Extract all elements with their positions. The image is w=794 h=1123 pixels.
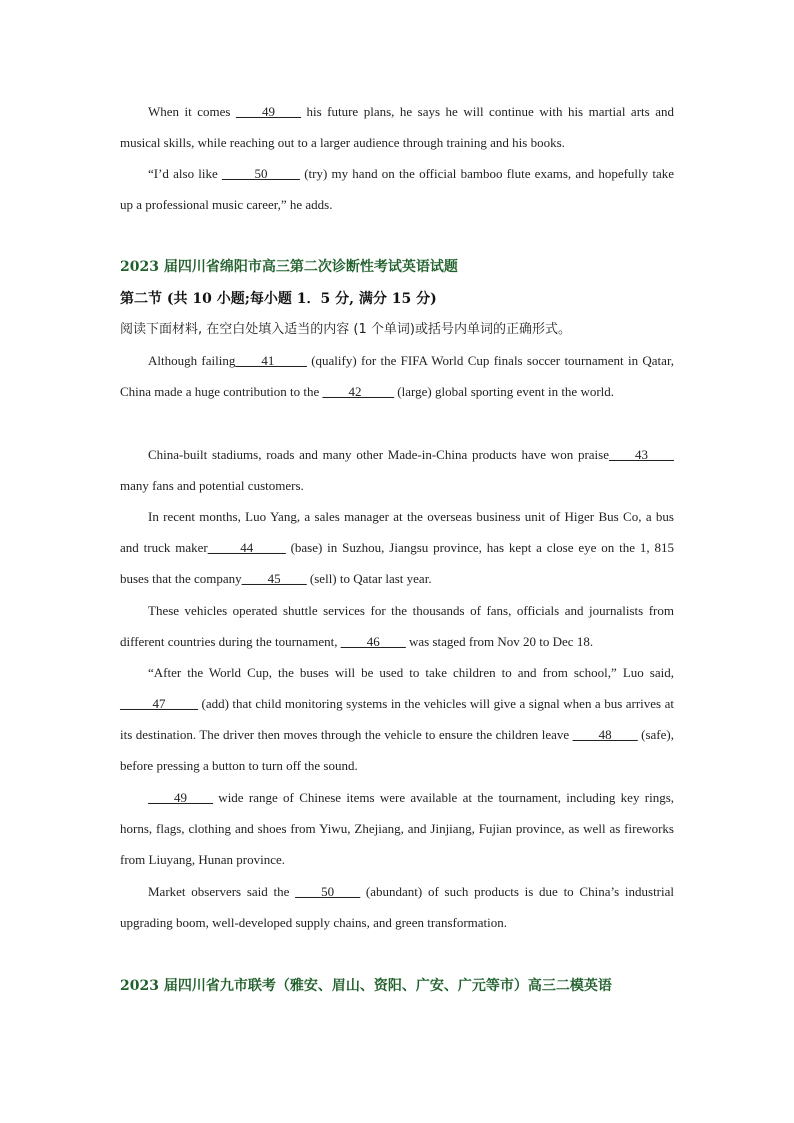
paragraph-text: (add) that child monitoring systems in the vehicles will give a signal when a bus arrives at its destination. The driver then moves through the vehicle to ensure the children leave (120, 696, 674, 742)
paragraph-text: wide range of Chinese items were available at the tournament, including key rings, horns, flags, clothing and shoes from Yiwu, Zhejiang, and Jinjiang, Fujian province, as well as fireworks from Liuyang, Hunan province. (120, 790, 674, 867)
answer-blank: _____44_____ (207, 540, 286, 555)
para-50 (120, 876, 674, 938)
passage-paragraph-49 (120, 96, 674, 158)
paragraph-text: “After the World Cup, the buses will be used to take children to and from school,” Luo said, (148, 665, 674, 680)
paragraph-text: many fans and potential customers. (120, 478, 304, 493)
para-41-42 (120, 345, 674, 407)
para-49 (120, 782, 674, 875)
section-subheading: 第二节 (共 10 小题;每小题 1．5 分, 满分 15 分) (120, 291, 437, 307)
answer-blank: ____49____ (148, 790, 213, 805)
section-instruction: 阅读下面材料, 在空白处填入适当的内容 (1 个单词)或括号内单词的正确形式。 (120, 322, 571, 337)
paragraph-text: his future plans, he says he will continue with his martial arts and musical skills, while reaching out to a larger audience through training and his books. (120, 104, 674, 150)
paragraph-text: (abundant) of such products is due to China’s industrial upgrading boom, well-developed supply chains, and green transformation. (120, 884, 674, 930)
paragraph-text: When it comes (148, 104, 236, 119)
answer-blank: ____42_____ (322, 384, 395, 399)
section-heading-jiushi: 2023 届四川省九市联考（雅安、眉山、资阳、广安、广元等市）高三二模英语 (120, 978, 612, 994)
paragraph-text: (large) global sporting event in the world. (394, 384, 615, 399)
paragraph-text: “I’d also like (148, 166, 222, 181)
section-heading-mianyang: 2023 届四川省绵阳市高三第二次诊断性考试英语试题 (120, 259, 458, 275)
paragraph-text: (safe), before pressing a button to turn off the sound. (120, 727, 674, 773)
paragraph-text: (base) in Suzhou, Jiangsu province, has kept a close eye on the 1, 815 buses that the company (120, 540, 675, 586)
paragraph-text: (try) my hand on the official bamboo flute exams, and hopefully take up a professional music career,” he adds. (120, 166, 674, 212)
paragraph-text: Market observers said the (148, 884, 296, 899)
paragraph-text: (qualify) for the FIFA World Cup finals soccer tournament in Qatar, China made a huge contribution to the (120, 353, 675, 399)
answer-blank-50: _____50_____ (221, 166, 300, 181)
answer-blank-49: ____49____ (235, 104, 301, 119)
paragraph-text: (sell) to Qatar last year. (306, 571, 432, 586)
para-47-48 (120, 657, 674, 781)
passage-paragraph-50 (120, 158, 674, 220)
para-43 (120, 439, 674, 501)
paragraph-text: In recent months, Luo Yang, a sales manager at the overseas business unit of Higer Bus Co, a bus and truck maker (120, 509, 674, 555)
answer-blank: ____48____ (572, 727, 638, 742)
answer-blank: ____43____ (609, 447, 674, 462)
answer-blank: ____46____ (340, 634, 406, 649)
paragraph-text: Although failing (148, 353, 236, 368)
paragraph-text: China-built stadiums, roads and many other Made-in-China products have won praise (148, 447, 609, 462)
answer-blank: ____50____ (295, 884, 361, 899)
para-46 (120, 595, 674, 657)
answer-blank: _____47_____ (120, 696, 198, 711)
paragraph-text: was staged from Nov 20 to Dec 18. (405, 634, 594, 649)
answer-blank: ____45____ (241, 571, 307, 586)
para-44-45 (120, 501, 674, 594)
answer-blank: ____41_____ (235, 353, 307, 368)
paragraph-text: These vehicles operated shuttle services for the thousands of fans, officials and journalists from different countries during the tournament, (120, 603, 674, 649)
